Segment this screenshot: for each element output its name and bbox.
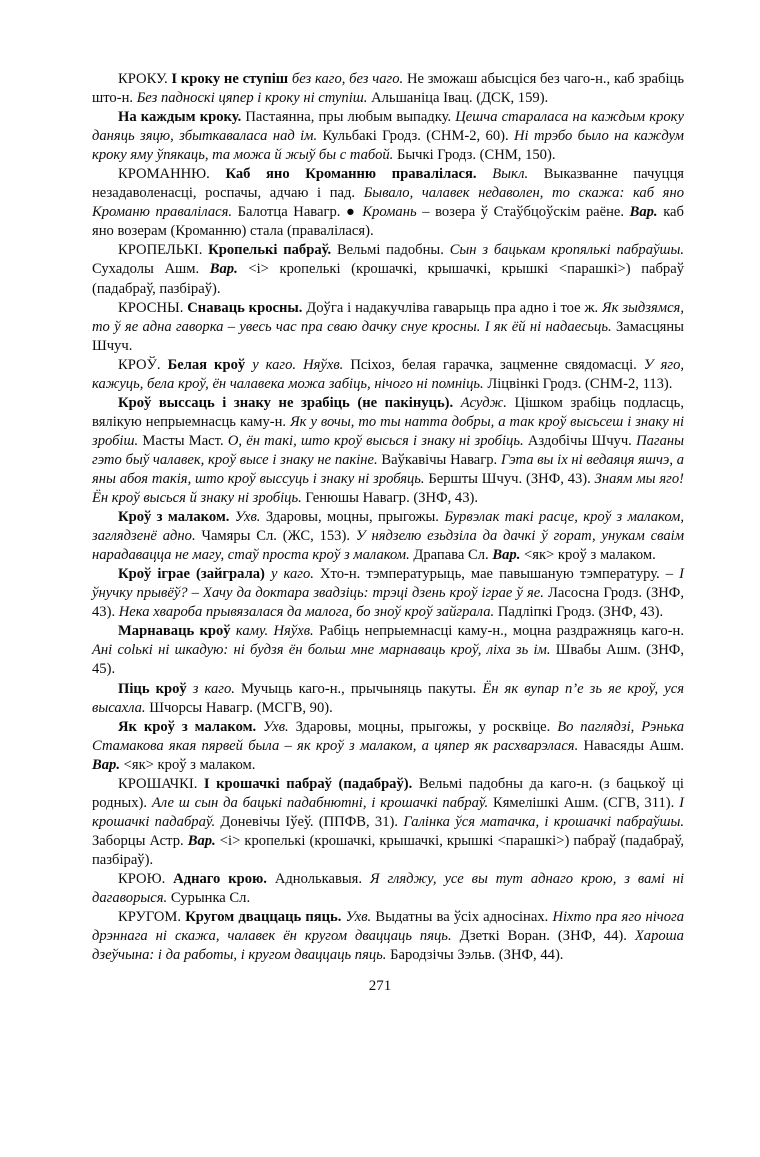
- entry-headword: КРОМАННЮ.: [118, 166, 210, 183]
- entry-example-2: Хароша дзеўчына: і да работы, і кругом дваццаць пяць.: [92, 928, 684, 964]
- entry-style-label: Няўхв.: [303, 356, 344, 373]
- entry-note-text: – возера ў Стаўбцоўскім раёне.: [422, 204, 625, 221]
- entry-definition: Хто-н. тэмпературыць, мае павышаную тэмпературу.: [319, 566, 660, 583]
- entry-grammar-frame: з каго.: [192, 680, 235, 697]
- entry-headword: КРОСНЫ.: [118, 299, 184, 316]
- entry-idiom: Кругом дваццаць пяць.: [185, 909, 342, 926]
- dictionary-entry-kroiu: [92, 870, 684, 908]
- entry-example-3: Паганы гэто быў чалавек, кроў высе і знаку не пакіне.: [92, 432, 685, 468]
- entry-idiom: Кроў выссаць і знаку не зрабіць (не пакінуць).: [118, 394, 454, 411]
- dictionary-sense-pic-krou: [92, 680, 684, 718]
- entry-source-5: Генюшы Навагр. (ЗНФ, 43).: [305, 490, 479, 507]
- entry-variant-label: Вар.: [92, 756, 120, 773]
- entry-source: Альшаніца Івац. (ДСК, 159).: [371, 90, 549, 107]
- entry-definition: Выказванне пачуцця незадаволенасці, роспачы, адчаю і пад.: [92, 166, 684, 202]
- entry-variant-text: <і> кропелькі (крошачкі, крышачкі, крышкі <парашкі>) пабраў (падабраў, пазбіраў).: [92, 261, 684, 297]
- dictionary-entry-kromanniu: [92, 165, 684, 241]
- entry-headword: КРУГОМ.: [118, 909, 182, 926]
- entry-example: Без падноскі цяпер і кроку ні ступіш.: [136, 90, 368, 107]
- entry-example: Як у вочы, то ты натта добры, а так кроў высьсеш і знаку ні зробіш.: [92, 413, 685, 449]
- entry-definition: Псіхоз, белая гарачка, зацменне свядомасці.: [350, 356, 637, 373]
- entry-source-3: Ваўкавічы Навагр.: [381, 451, 498, 468]
- entry-source: Чамяры Сл. (ЖС, 153).: [201, 528, 350, 545]
- entry-source: Навасяды Ашм.: [583, 737, 684, 754]
- entry-idiom: І крошачкі пабраў (падабраў).: [203, 775, 413, 792]
- entry-note-term: Кромань: [362, 204, 417, 221]
- entry-example-3: Галінка ўся матачка, і крошачкі пабраўшы.: [403, 813, 685, 830]
- entry-headword: КРОЎ.: [118, 356, 161, 373]
- entry-idiom: Марнаваць кроў: [118, 623, 231, 640]
- entry-idiom: Каб яно Кроманню правалілася.: [225, 166, 477, 183]
- entry-definition: Вельмі падобны да каго-н. (з бацькоў ці родных).: [92, 775, 684, 811]
- entry-example: У яго, кажуць, бела кроў, ён чалавека можа забіць, нічого ні помніць.: [92, 356, 685, 392]
- entry-grammar-frame: без каго, без чаго.: [291, 71, 404, 87]
- entry-definition: Рабіць непрыемнасці каму-н., моцна раздражняць каго-н.: [318, 623, 685, 640]
- entry-source: Сурынка Сл.: [170, 890, 251, 907]
- entry-source-2: Падліпкі Гродз. (ЗНФ, 43).: [497, 604, 664, 621]
- entry-grammar-frame: у каго.: [252, 356, 297, 373]
- entry-variant-text: <як> кроў з малаком.: [524, 547, 656, 564]
- entry-idiom: Як кроў з малаком.: [118, 718, 257, 735]
- entry-definition: Цішком зрабіць подласць, вялікую непрыемнасць каму-н.: [92, 394, 684, 430]
- dictionary-sense-na-kazhdym-kroku: [92, 108, 684, 165]
- entry-example: Як зыдзямся, то ў яе адна гаворка – увесь час пра сваю дачку снуе кросны. І як ёй ні надаесьць.: [92, 299, 684, 335]
- entry-source-2: Бародзічы Зэльв. (ЗНФ, 44).: [390, 947, 564, 964]
- entry-example: Сын з бацькам кропялькі пабраўшы.: [449, 242, 685, 259]
- entry-headword: КРОШАЧКІ.: [118, 775, 198, 792]
- entry-source: Ліцвінкі Гродз. (СНМ-2, 113).: [487, 375, 673, 392]
- entry-definition: Выдатны ва ўсіх адносінах.: [375, 909, 549, 926]
- entry-example: Я гляджу, усе вы тут аднаго крою, з вамі ні дагаворыся.: [92, 870, 685, 907]
- entry-source-2: Аздобічы Шчуч.: [527, 432, 632, 449]
- entry-source-3: Заборцы Астр.: [92, 832, 184, 849]
- entry-idiom: Белая кроў: [167, 356, 246, 373]
- entry-variant-text: <і> кропелькі (крошачкі, крышачкі, крышкі <парашкі>) пабраў (падабраў, пазбіраў).: [92, 832, 684, 868]
- entry-definition: Мучыць каго-н., прычыняць пакуты.: [241, 680, 477, 697]
- dictionary-sense-marnavac-krou: [92, 622, 684, 679]
- entry-headword: КРОЮ.: [118, 870, 166, 887]
- entry-style-label: Асудж.: [460, 394, 507, 411]
- dictionary-entry-kroku: [92, 70, 684, 108]
- entry-source: Кульбакі Гродз. (СНМ-2, 60).: [322, 128, 509, 145]
- entry-example: Бурвэлак такі расце, кроў з малаком, заглядзенё адно.: [92, 509, 685, 545]
- dictionary-sense-jak-krou-z-malakom: [92, 718, 684, 775]
- entry-example-2: У нядзелю езьдзіла да дачкі ў горат, унукам сваім нарадавацца не магу, стаў проста кроў з малаком.: [92, 528, 685, 564]
- dictionary-entry-krugom: [92, 908, 684, 965]
- entry-definition: Вельмі падобны.: [336, 242, 444, 259]
- dictionary-sense-krou-vyssac: [92, 394, 684, 508]
- text-column: [92, 70, 684, 965]
- entry-source: Балотца Навагр.: [237, 204, 341, 221]
- entry-example-2: Ні трэбо было на каждум кроку яму ўпякаць, та можа й жыў бы с табой.: [92, 128, 684, 164]
- entry-variant-label: Вар.: [209, 261, 238, 278]
- entry-definition: Не зможаш абысціся без чаго-н., каб зрабіць што-н.: [92, 71, 684, 107]
- entry-variant-label: Вар.: [187, 832, 216, 849]
- dictionary-entry-krosny: [92, 299, 684, 356]
- entry-source: Ласосна Гродз. (ЗНФ, 43).: [92, 585, 684, 621]
- entry-definition: Здаровы, моцны, прыгожы.: [265, 509, 439, 526]
- entry-idiom: І кроку не ступіш: [171, 71, 289, 87]
- entry-example: Ніхто пра яго нічога дрэннага ні скажа, чалавек ён кругом дваццаць пяць.: [92, 909, 684, 945]
- entry-source-2: Драпава Сл.: [413, 547, 489, 564]
- entry-example: Ані colькі ні шкадую: ні будзя ён больш мне марнаваць кроў, ліха зь ім.: [92, 642, 551, 659]
- entry-source-4: Бершты Шчуч. (ЗНФ, 43).: [428, 470, 591, 487]
- entry-source-2: Доневічы Іўеў. (ППФВ, 31).: [220, 813, 399, 830]
- entry-example: Цешча старалаca на каждым кроку даняць зяцю, збыткавалаca над ім.: [92, 109, 684, 145]
- entry-source: Швабы Ашм. (ЗНФ, 45).: [92, 642, 684, 678]
- entry-variant-label: Вар.: [629, 204, 658, 221]
- entry-example: Ён як вупар п’е зь яе кроў, уся высахла.: [92, 680, 684, 716]
- entry-style-label: Выкл.: [492, 166, 529, 183]
- entry-variant-text: каб яно возерам (Кроманню) стала (правалілася).: [92, 204, 684, 240]
- entry-idiom: Піць кроў: [118, 680, 187, 697]
- page-number: 271: [368, 978, 392, 994]
- entry-headword: КРОКУ.: [118, 71, 168, 87]
- entry-variant-text: <як> кроў з малаком.: [123, 756, 256, 773]
- entry-example-5: Знаям мы яго! Ён кроў высься й знаку ні зробіць.: [92, 470, 684, 507]
- entry-style-label: Ухв.: [345, 909, 372, 926]
- entry-idiom: На каждым кроку.: [118, 109, 242, 126]
- entry-definition: Аднолькавыя.: [274, 870, 363, 887]
- entry-source: Дзеткі Воран. (ЗНФ, 44).: [459, 928, 627, 945]
- entry-source: Замасцяны Шчуч.: [92, 318, 684, 354]
- entry-style-label: Ухв.: [234, 509, 261, 526]
- entry-grammar-frame: каму.: [235, 623, 269, 640]
- dictionary-entry-kroshachki: [92, 775, 684, 870]
- entry-source: Шчорсы Навагр. (МСГВ, 90).: [149, 699, 333, 716]
- entry-example-2: О, ён такі, што кроў высься і знаку ні зробіць.: [227, 432, 524, 449]
- entry-source: Масты Маст.: [142, 432, 224, 449]
- dictionary-sense-krou-z-malakom: [92, 508, 684, 565]
- entry-definition: Доўга і надакучліва гаварыць пра адно і тое ж.: [306, 299, 599, 316]
- entry-source: Кямелішкі Ашм. (СГВ, 311).: [492, 794, 675, 811]
- entry-source-2: Бычкі Гродз. (СНМ, 150).: [396, 147, 556, 164]
- entry-variant-label: Вар.: [492, 547, 521, 564]
- entry-style-label: Ухв.: [263, 718, 289, 735]
- entry-idiom: Снаваць кросны.: [187, 299, 303, 316]
- entry-idiom: Кроў іграе (зайграла): [118, 566, 265, 583]
- dictionary-sense-krou-ihraje: [92, 565, 684, 622]
- entry-example: Бывало, чалавек недаволен, то скажа: каб яно Кроманю правалілася.: [92, 185, 684, 221]
- entry-idiom: Аднаго крою.: [173, 870, 267, 887]
- entry-example: Але ш сын да бацькі падабнютні, і крошачкі пабраў.: [151, 794, 489, 811]
- entry-headword: КРОПЕЛЬКІ.: [118, 242, 203, 259]
- entry-source: Сухадолы Ашм.: [92, 261, 200, 278]
- entry-idiom: Кроў з малаком.: [118, 509, 230, 526]
- entry-example-4: Гэта вы іх ні ведаяця яшчэ, а яны абоя такія, што кроў выссуць і знаку ні зробяць.: [92, 451, 685, 487]
- entry-definition: Пастаянна, пры любым выпадку.: [245, 109, 452, 126]
- bullet-icon: ●: [346, 204, 357, 221]
- entry-idiom: Кропелькі пабраў.: [208, 242, 332, 259]
- entry-definition: Здаровы, моцны, прыгожы, у росквіце.: [295, 718, 551, 735]
- entry-grammar-frame: у каго.: [270, 566, 314, 583]
- entry-example: Во паглядзі, Рэнька Стамакова якая пярвей была – як кроў з малаком, а цяпер як расхварэлася.: [92, 718, 685, 754]
- entry-example-2: І крошачкі падабраў.: [92, 794, 684, 830]
- entry-example-2: Нека хвароба прывязалася да малога, бо зноў кроў зайграла.: [118, 604, 495, 621]
- dictionary-entry-krou: [92, 356, 684, 394]
- entry-example: – І ўнучку прывёў? – Хачу да доктара звадзіць: трэці дзень кроў іграе ў яе.: [92, 566, 684, 602]
- dictionary-entry-kropelki: [92, 241, 684, 298]
- entry-style-label: Няўхв.: [273, 623, 314, 640]
